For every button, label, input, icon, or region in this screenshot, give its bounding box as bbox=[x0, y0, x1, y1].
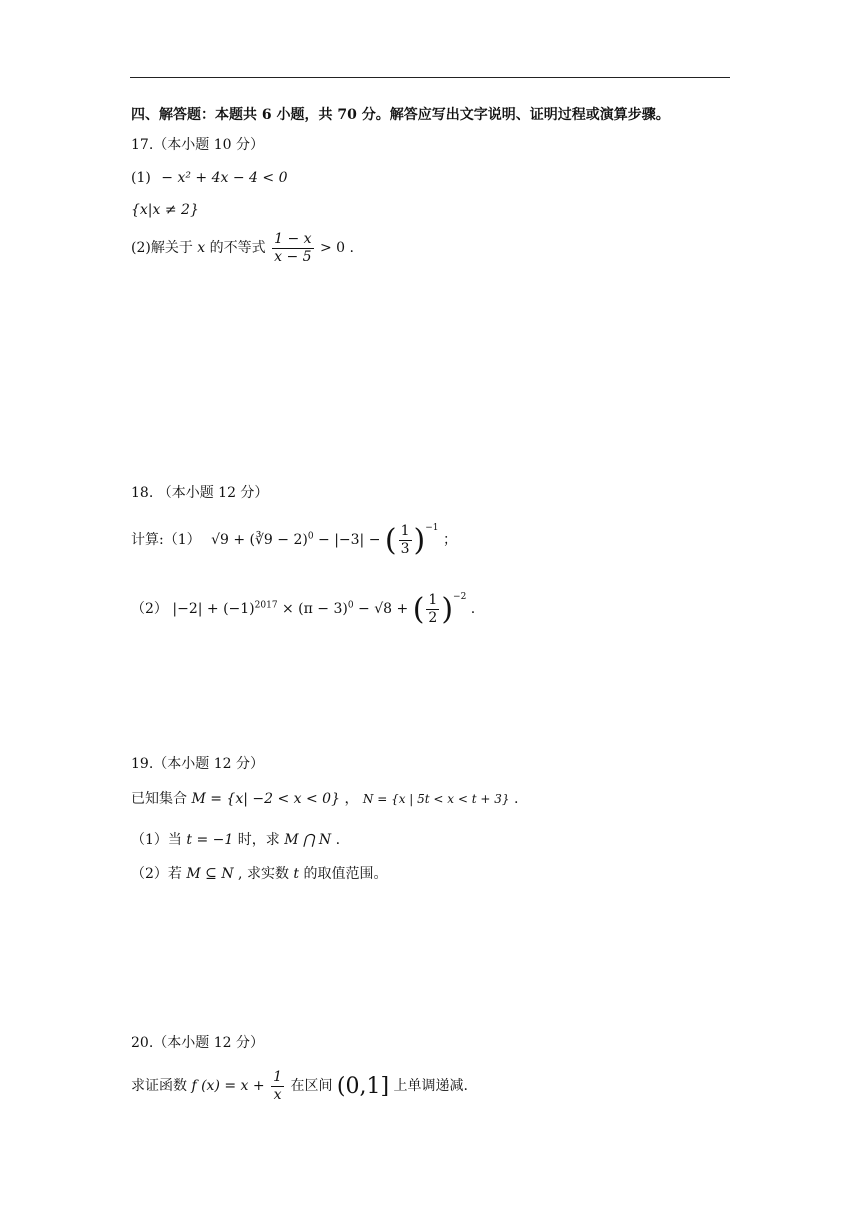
q17-fraction-denominator: x − 5 bbox=[274, 248, 312, 265]
q19-part1-end: . bbox=[335, 832, 341, 848]
q18-part2-exp0: 0 bbox=[347, 600, 354, 611]
q20-mid: 在区间 bbox=[290, 1078, 333, 1095]
q18-part1-fraction bbox=[399, 524, 412, 556]
q20-interval: (0,1] bbox=[336, 1074, 390, 1100]
q19-part2-var: t bbox=[293, 866, 300, 882]
q17-part2-text: 的不等式 bbox=[209, 240, 266, 257]
q18-part2-expr-a: |−2| + (−1) bbox=[172, 601, 255, 618]
q19-given bbox=[131, 792, 518, 806]
q18-part1-frac-num: 1 bbox=[400, 523, 410, 539]
q18-part2-end: . bbox=[470, 601, 476, 618]
q18-part1-prefix: 计算:（1） bbox=[131, 532, 201, 549]
q18-part1-end: ； bbox=[443, 532, 457, 549]
q20-body bbox=[131, 1070, 468, 1102]
q17-part1 bbox=[131, 171, 288, 185]
q19-part1-cond: t = −1 bbox=[186, 832, 234, 848]
q19-part1-expr: M ⋂ N bbox=[284, 832, 332, 848]
q18-part1-exp-neg1: −1 bbox=[425, 523, 439, 534]
q19-given-end: . bbox=[513, 791, 519, 807]
q19-part2-prefix: （2）若 bbox=[131, 866, 182, 882]
q18-part2-exp-neg2: −2 bbox=[453, 592, 467, 603]
q18-part2-expr-b: × (π − 3) bbox=[282, 601, 348, 618]
q18-part2-frac-den: 2 bbox=[428, 609, 438, 626]
q18-part1-exp0: 0 bbox=[307, 531, 314, 542]
q19-part2 bbox=[131, 867, 388, 881]
q19-part2-mid: , 求实数 bbox=[238, 866, 289, 882]
q19-given-prefix: 已知集合 bbox=[131, 791, 187, 807]
q18-header: 18. （本小题 12 分） bbox=[131, 485, 269, 501]
q19-part1-prefix: （1）当 bbox=[131, 832, 182, 848]
q19-part1 bbox=[131, 833, 340, 847]
q17-fraction-numerator: 1 − x bbox=[274, 231, 312, 247]
q17-part1-label: (1) bbox=[131, 170, 151, 186]
q17-part2 bbox=[131, 232, 354, 264]
q19-sep: ， bbox=[344, 791, 359, 807]
q18-part2: （2） $|-2| + (-1)^{2017} \times (\pi - 3)^0 - √8$ + ( $\frac{1}{2}$ )$^{-2}$ . bbox=[131, 592, 476, 628]
header-rule bbox=[130, 77, 730, 78]
q18-part1: 计算:（1） √9 + (∛9 − 2)$^0$ − |−3| − ( $\frac{1}{3}$ )$^{-1}$ ； bbox=[131, 523, 457, 559]
section-heading: 四、解答题：本题共 6 小题，共 70 分。解答应写出文字说明、证明过程或演算步骤。 bbox=[131, 107, 670, 123]
q19-set-m: M = {x| −2 < x < 0} bbox=[191, 791, 340, 807]
q17-part2-fraction bbox=[272, 232, 313, 264]
q17-part2-label: (2)解关于 bbox=[131, 240, 193, 257]
q19-header: 19.（本小题 12 分） bbox=[131, 756, 264, 772]
q18-part1-expr-a: √9 + (∛9 − 2) bbox=[211, 532, 308, 549]
q18-part2-frac-num: 1 bbox=[428, 592, 438, 608]
q17-part1-expr: − x² + 4x − 4 < 0 bbox=[161, 170, 288, 186]
q20-frac-den: x bbox=[273, 1086, 282, 1103]
q17-part2-tail: > 0 . bbox=[320, 240, 354, 257]
q20-fraction bbox=[271, 1070, 284, 1102]
q18-part2-fraction bbox=[426, 593, 439, 625]
q19-part2-end: 的取值范围。 bbox=[303, 866, 388, 882]
q17-part1-answer: {x|x ≠ 2} bbox=[131, 202, 199, 218]
q19-part1-mid: 时，求 bbox=[237, 832, 280, 848]
q18-part1-expr-b: − |−3| − bbox=[318, 532, 381, 549]
q19-set-n: N = {x | 5t < x < t + 3} bbox=[362, 792, 510, 806]
q20-end: 上单调递减. bbox=[393, 1078, 468, 1095]
q18-part2-expr-c: − √8 + bbox=[358, 601, 409, 618]
q17-part2-var: x bbox=[197, 240, 206, 257]
q20-header: 20.（本小题 12 分） bbox=[131, 1035, 264, 1051]
q20-frac-num: 1 bbox=[273, 1069, 282, 1085]
q18-part1-frac-den: 3 bbox=[400, 540, 410, 557]
q17-header: 17.（本小题 10 分） bbox=[131, 137, 264, 153]
q20-func: f (x) = x + bbox=[191, 1078, 265, 1095]
q20-prefix: 求证函数 bbox=[131, 1078, 187, 1095]
q18-part2-prefix: （2） bbox=[131, 601, 168, 618]
q19-part2-cond: M ⊆ N bbox=[186, 866, 234, 882]
q18-part2-exp2017: 2017 bbox=[254, 600, 278, 611]
